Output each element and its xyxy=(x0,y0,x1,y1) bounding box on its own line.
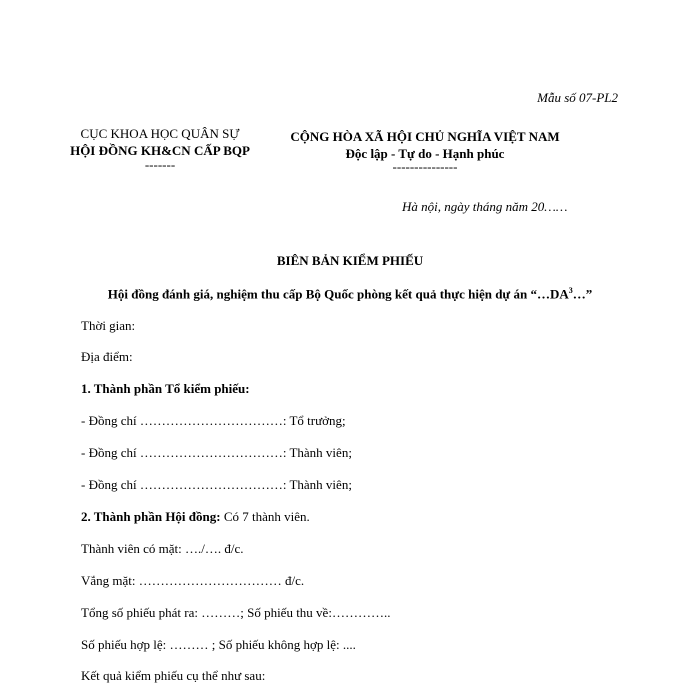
subtitle-footnote-ref: 3 xyxy=(568,286,573,295)
section2-heading: 2. Thành phần Hội đồng: xyxy=(81,509,221,524)
form-number: Mẫu số 07-PL2 xyxy=(537,90,618,105)
national-title: CỘNG HÒA XÃ HỘI CHỦ NGHĨA VIỆT NAM xyxy=(290,129,560,144)
document-subtitle xyxy=(0,286,700,302)
result-intro-line: Kết quả kiểm phiếu cụ thể như sau: xyxy=(81,668,266,683)
present-line: Thành viên có mặt: …./…. đ/c. xyxy=(81,541,244,556)
subtitle-main: Hội đồng đánh giá, nghiệm thu cấp Bộ Quốc phòng kết quả thực hiện dự án “…DA xyxy=(107,286,569,302)
document-title: BIÊN BẢN KIỂM PHIẾU xyxy=(276,253,424,268)
member-line: - Đồng chí ……………………………: Tổ trưởng; xyxy=(81,413,346,428)
section2-text: Có 7 thành viên. xyxy=(220,509,310,524)
member-line: - Đồng chí ……………………………: Thành viên; xyxy=(81,477,352,492)
ballots-valid-line: Số phiếu hợp lệ: ……… ; Số phiếu không hợp lệ: .... xyxy=(81,637,356,652)
absent-line: Vắng mặt: …………………………… đ/c. xyxy=(81,573,305,588)
agency-divider: ------- xyxy=(144,157,176,172)
motto-divider: --------------- xyxy=(392,159,458,174)
place-label: Địa điểm: xyxy=(81,349,133,364)
subtitle-end: …” xyxy=(572,286,593,302)
national-motto: Độc lập - Tự do - Hạnh phúc xyxy=(345,146,505,161)
council-name: HỘI ĐỒNG KH&CN CẤP BQP xyxy=(70,143,250,158)
ballots-issued-line: Tổng số phiếu phát ra: ………; Số phiếu thu về:………….. xyxy=(81,605,391,620)
section1-heading: 1. Thành phần Tổ kiểm phiếu: xyxy=(81,381,250,396)
time-label: Thời gian: xyxy=(81,318,136,333)
agency-name: CỤC KHOA HỌC QUÂN SỰ xyxy=(80,126,240,141)
section2-line xyxy=(81,509,310,525)
member-line: - Đồng chí ……………………………: Thành viên; xyxy=(81,445,352,460)
national-heading-block xyxy=(270,128,580,172)
issuing-agency-block xyxy=(60,125,260,171)
place-date-line: Hà nội, ngày tháng năm 20…… xyxy=(402,199,568,214)
